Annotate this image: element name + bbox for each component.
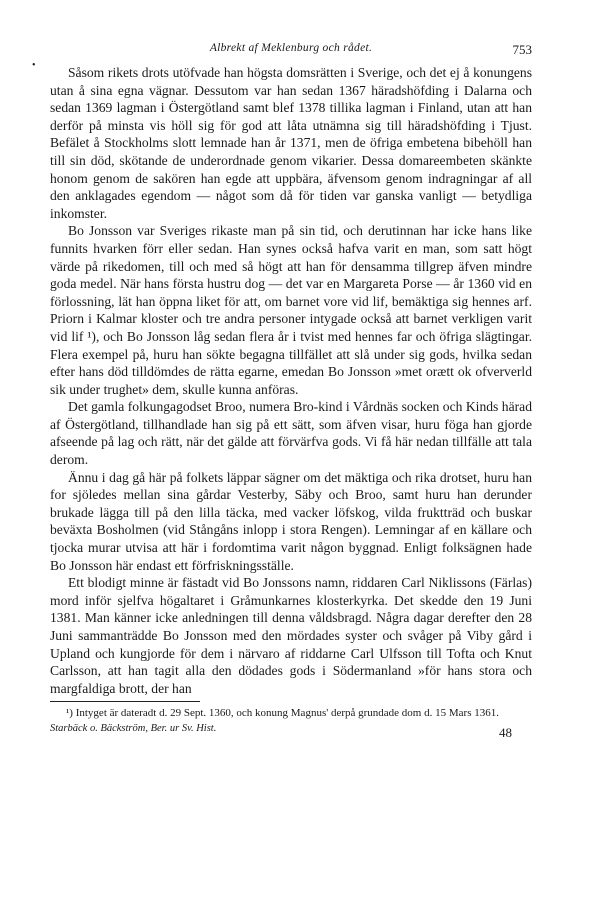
running-title: Albrekt af Meklenburg och rådet. xyxy=(209,42,373,54)
page-number: 753 xyxy=(512,42,532,57)
body-text xyxy=(50,64,532,697)
paragraph-5: Ett blodigt minne är fästadt vid Bo Jonssons namn, riddaren Carl Niklissons (Färlas) mord inför sjelfva högaltaret i Gråmunkarnes klosterkyrka. Det skedde den 19 Juni 1381. Man känner icke anledningen till denna våldsbragd. Några dagar derefter den 28 Juni sammanträdde Bo Jonsson med den mördades syster och svåger på Viby gård i Upland och kungjorde för dem i närvaro af riddarne Carl Ulfsson till Tofta och Knut Carlsson, att han tagit alla den dödades gods i Södermanland »för hans stora och margfaldiga brott, der han xyxy=(50,575,532,696)
footnote-rule xyxy=(50,701,200,702)
footnote: ¹) Intyget är dateradt d. 29 Sept. 1360, och konung Magnus' derpå grundade dom d. 15 Mars 1361. xyxy=(66,707,499,720)
footer-reference: Starbäck o. Bäckström, Ber. ur Sv. Hist. xyxy=(50,723,217,735)
margin-mark: • xyxy=(32,60,36,71)
page xyxy=(50,42,532,741)
page-footer xyxy=(50,723,532,741)
paragraph-3: Det gamla folkungagodset Broo, numera Bro-kind i Vårdnäs socken och Kinds härad af Östergötland, tillhandlade han sig på ett sätt, som äfven visar, huru föga han gjorde afseende på lag och rätt, när det gälde att förvärfva gods. Vi få här nedan tillfälle att tala derom. xyxy=(50,399,532,468)
paragraph-1: Såsom rikets drots utöfvade han högsta domsrätten i Sverige, och det ej å konungens utan å sina egna vägnar. Dessutom var han sedan 1367 häradshöfding i Dalarna och sedan 1369 lagman i Östergötland samt blef 1378 tillika lagman i Finland, utan att han derför på minsta vis höll sig för god att låta utnämna sig till häradshöfding i Tjust. Befälet å Stockholms slott lemnade han år 1371, men de öfriga embetena bibehöll han till sin död, skötande de underordnade genom vikarier. Dessa domareembeten skänkte honom genom de sakören han egde att uppbära, äfvensom genom indragningar af all den anklagades egendom — något som då för tiden var ganska vanligt — betydliga inkomster. xyxy=(50,65,532,221)
signature-mark: 48 xyxy=(499,725,512,741)
running-header xyxy=(50,42,532,64)
paragraph-4: Ännu i dag gå här på folkets läppar sägner om det mäktiga och rika drotset, huru han for sjöledes mellan sina gårdar Vesterby, Säby och Broo, samt huru han derunder brukade lägga till på den lilla täcka, med vacker löfskog, vilda fruktträd och buskar beväxta Bosholmen (vid Stångåns inlopp i stora Rengen). Lemningar af en källare och tjocka murar utvisa att här i fordomtima varit någon byggnad. Enligt folksägnen hade Bo Jonsson här endast ett förfriskningsställe. xyxy=(50,469,532,573)
paragraph-2: Bo Jonsson var Sveriges rikaste man på sin tid, och derutinnan har icke hans like funnits hvarken förr eller sedan. Han synes också hafva varit en man, som satt högt värde på rikedomen, till och med så högt att han för densamma tillgrep äfven mindre goda medel. När hans första hustru dog — det var en Margareta Porse — år 1360 vid en förlossning, lät han öppna liket för att, om barnet vore vid lif, bemäktiga sig hennes arf. Priorn i Kalmar kloster och tre andra personer intygade också att barnet verkligen varit vid lif ¹), och Bo Jonsson låg sedan flera år i tvist med hennes far och öfriga slägtingar. Flera exempel på, huru han sökte begagna tillfället att slå under sig gods, hvilka sedan efter hans död tilldömdes de rätta egarne, emedan Bo Jonsson »met orætt ok ofververld sik under trughet» dem, skulle kunna anföras. xyxy=(50,223,532,397)
